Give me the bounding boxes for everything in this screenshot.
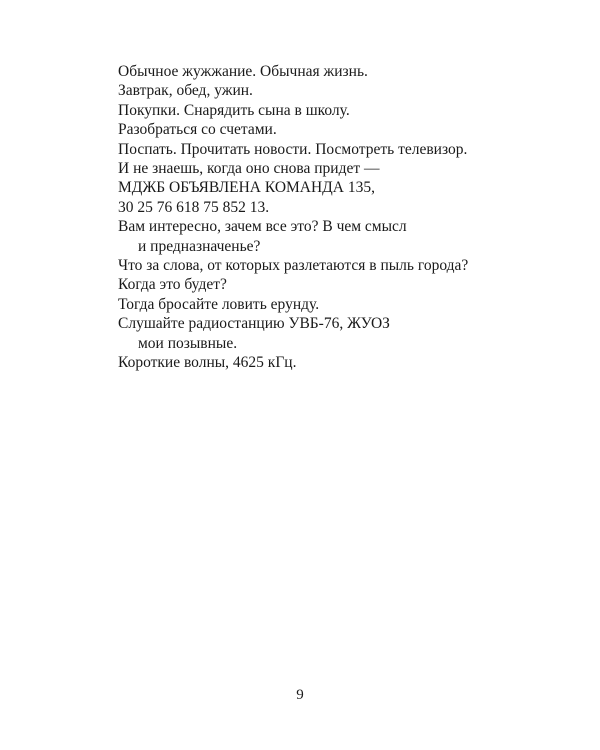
poem-line: Когда это будет? (118, 276, 227, 294)
poem-line: Завтрак, обед, ужин. (118, 82, 253, 100)
poem-text (118, 62, 558, 373)
poem-line: 30 25 76 618 75 852 13. (118, 198, 270, 216)
page-number: 9 (296, 687, 304, 703)
poem-line: И не знаешь, когда оно снова придет — (118, 160, 380, 178)
poem-line: МДЖБ ОБЪЯВЛЕНА КОМАНДА 135, (118, 179, 375, 197)
poem-line: Поспать. Прочитать новости. Посмотреть телевизор. (118, 140, 468, 158)
poem-line: Вам интересно, зачем все это? В чем смысл (118, 218, 407, 236)
poem-line: Тогда бросайте ловить ерунду. (118, 295, 320, 313)
poem-line: Что за слова, от которых разлетаются в пыль города? (118, 257, 469, 275)
poem-line-indented: и предназначенье? (138, 237, 261, 255)
poem-line-indented: мои позывные. (138, 334, 238, 352)
poem-line: Разобраться со счетами. (118, 121, 277, 139)
poem-line: Слушайте радиостанцию УВБ-76, ЖУОЗ (118, 315, 390, 333)
poem-line: Короткие волны, 4625 кГц. (118, 354, 297, 372)
poem-line: Покупки. Снарядить сына в школу. (118, 101, 350, 119)
poem-line: Обычное жужжание. Обычная жизнь. (118, 63, 368, 80)
